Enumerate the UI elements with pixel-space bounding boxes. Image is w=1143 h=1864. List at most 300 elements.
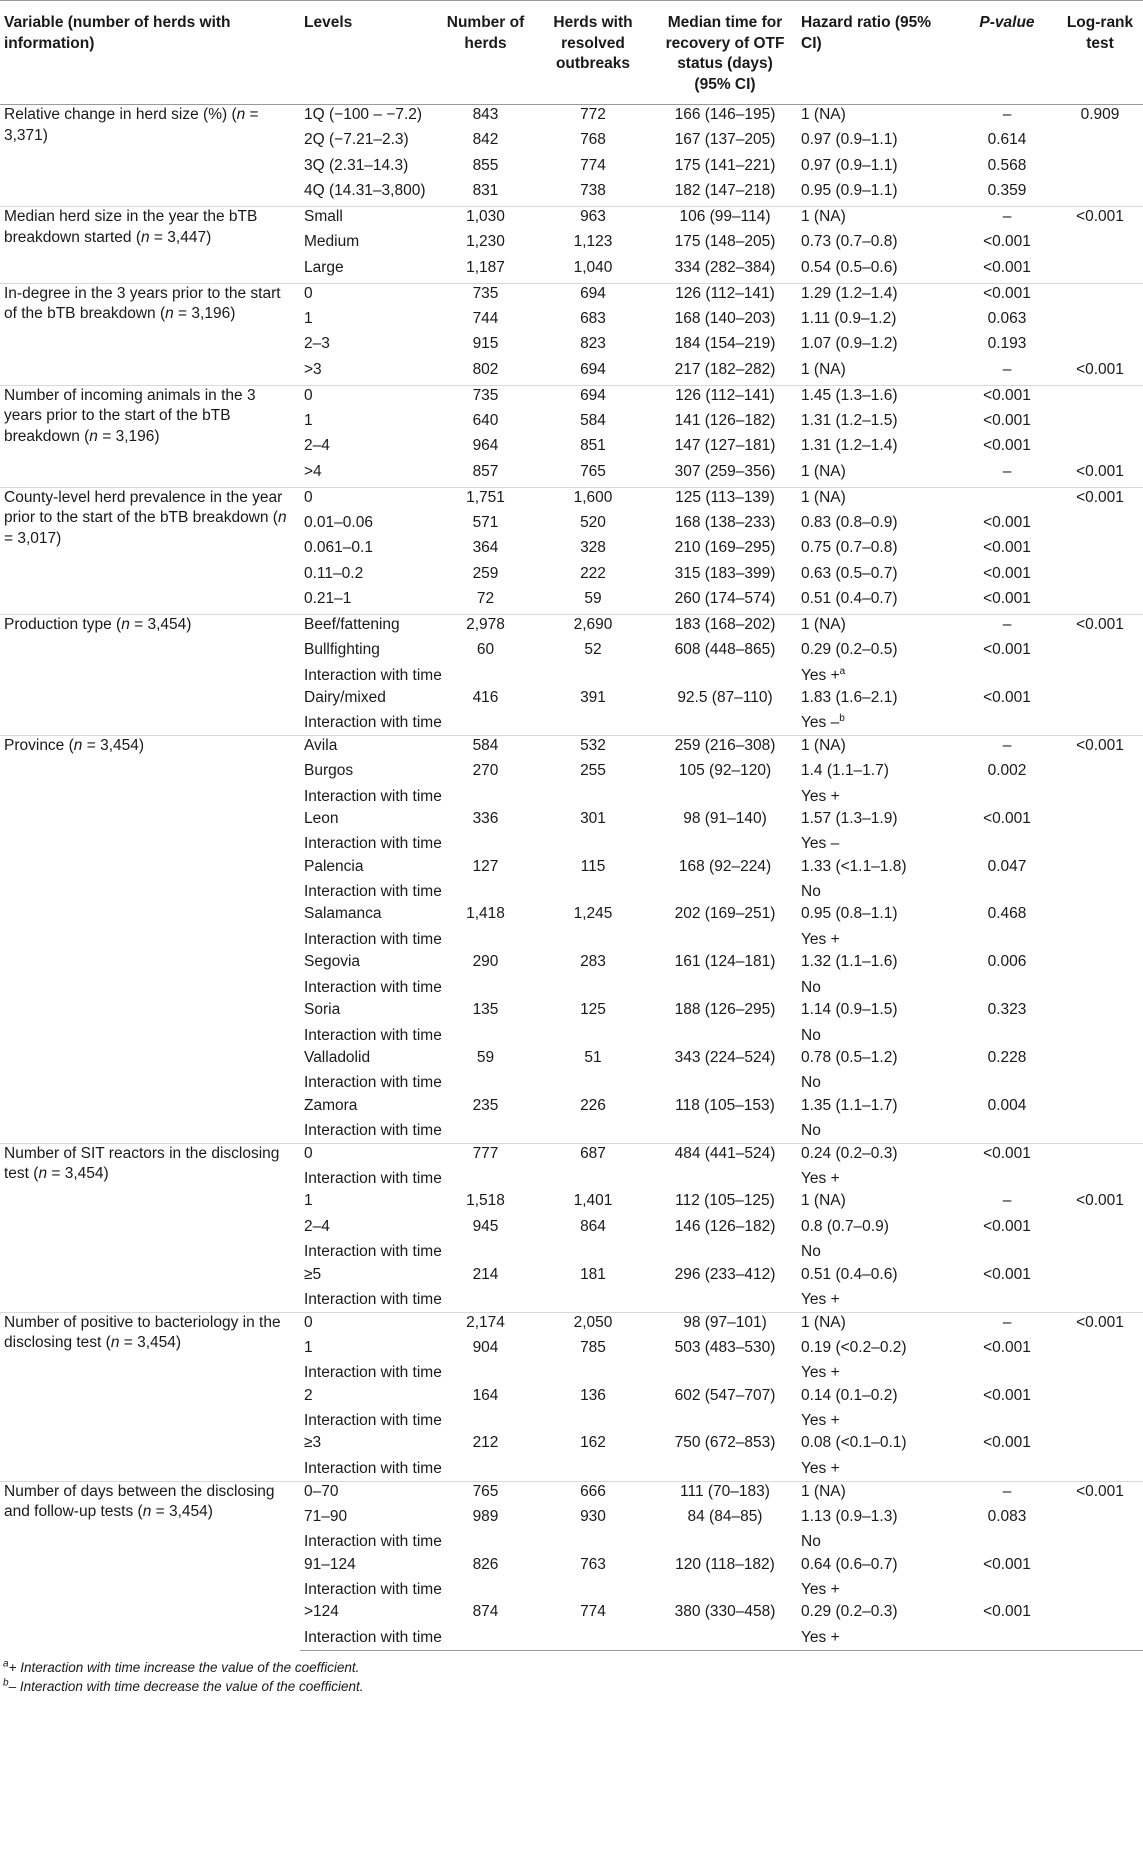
cell-log-rank: <0.001 <box>1057 615 1143 641</box>
cell-hazard-ratio: 1 (NA) <box>797 487 957 513</box>
cell-resolved-outbreaks: 683 <box>580 309 606 327</box>
cell-levels: Leon <box>304 809 339 827</box>
cell-number-of-herds: 640 <box>472 411 499 429</box>
cell-median-time: 484 (441–524) <box>653 1143 797 1169</box>
cell-hazard-ratio: 1 (NA) <box>797 207 957 233</box>
cell-hazard-ratio: 0.64 (0.6–0.7) <box>801 1555 898 1573</box>
cell-levels: 0 <box>300 1143 438 1169</box>
cell-levels: >3 <box>304 360 322 378</box>
cell-p-value: 0.228 <box>987 1048 1027 1066</box>
cell-number-of-herds: 1,187 <box>466 258 505 276</box>
cell-hazard-ratio: No <box>801 1026 821 1044</box>
cell-levels: Large <box>304 258 344 276</box>
cell-levels: Interaction with time <box>304 1581 442 1599</box>
cell-median-time <box>653 1628 797 1650</box>
cell-p-value: <0.001 <box>983 1265 1031 1283</box>
cell-levels: Interaction with time <box>304 1364 442 1382</box>
cell-median-time: 125 (113–139) <box>653 487 797 513</box>
cell-log-rank <box>1057 1026 1143 1048</box>
cell-hazard-ratio: Yes + <box>797 1628 957 1650</box>
table-body <box>0 105 1143 1651</box>
cell-p-value: <0.001 <box>983 233 1031 250</box>
cell-p-value: <0.001 <box>983 809 1031 827</box>
cell-hazard-ratio: No <box>801 1243 821 1261</box>
cell-resolved-outbreaks: 255 <box>580 762 606 780</box>
cell-hazard-ratio: 1.31 (1.2–1.5) <box>801 411 898 429</box>
cell-levels: 1 <box>304 309 313 327</box>
cell-hazard-ratio: 1 (NA) <box>797 1312 957 1338</box>
cell-number-of-herds <box>438 930 533 952</box>
cell-number-of-herds: 765 <box>438 1481 533 1507</box>
cell-median-time: 608 (448–865) <box>674 641 776 658</box>
cell-levels: 2–4 <box>304 437 330 454</box>
cell-resolved-outbreaks: 765 <box>580 462 606 480</box>
cell-hazard-ratio: 1 (NA) <box>801 1192 846 1210</box>
cell-variable: In-degree in the 3 years prior to the start of the bTB breakdown (n = 3,196) <box>0 283 300 385</box>
cell-hazard-ratio: Yes + <box>801 1459 840 1477</box>
cell-levels: Interaction with time <box>300 1628 438 1650</box>
cell-levels: Interaction with time <box>304 714 442 732</box>
cell-p-value: – <box>1002 360 1012 378</box>
cell-p-value: – <box>957 1481 1057 1507</box>
cell-log-rank <box>1057 564 1143 590</box>
cell-resolved-outbreaks: 851 <box>580 437 606 454</box>
cell-resolved-outbreaks: 283 <box>580 953 606 971</box>
cell-number-of-herds <box>438 882 533 904</box>
cell-resolved-outbreaks: 181 <box>580 1265 606 1283</box>
cell-p-value: <0.001 <box>983 641 1031 658</box>
cell-p-value: <0.001 <box>957 1143 1057 1169</box>
cell-resolved-outbreaks <box>533 1363 653 1385</box>
cell-hazard-ratio: 0.8 (0.7–0.9) <box>801 1217 889 1235</box>
cell-p-value: 0.004 <box>987 1096 1027 1114</box>
cell-median-time: 112 (105–125) <box>675 1192 775 1210</box>
cell-resolved-outbreaks <box>533 1026 653 1048</box>
cell-median-time <box>653 713 797 735</box>
cell-number-of-herds: 584 <box>438 736 533 762</box>
cell-resolved-outbreaks: 162 <box>580 1434 606 1452</box>
cell-median-time: 106 (99–114) <box>653 207 797 233</box>
cell-p-value <box>957 666 1057 688</box>
cell-hazard-ratio: 1.33 (<1.1–1.8) <box>801 857 907 875</box>
cell-number-of-herds: 59 <box>476 1048 495 1066</box>
cell-resolved-outbreaks: 59 <box>584 590 602 607</box>
cell-log-rank: <0.001 <box>1076 462 1124 480</box>
cell-log-rank <box>1057 385 1143 411</box>
cell-median-time <box>653 1459 797 1481</box>
cell-levels: >124 <box>304 1603 339 1621</box>
cell-p-value: <0.001 <box>957 385 1057 411</box>
cell-variable: Median herd size in the year the bTB breakdown started (n = 3,447) <box>0 207 300 284</box>
header-p-value: P-value <box>957 1 1057 105</box>
cell-median-time <box>653 787 797 809</box>
cell-log-rank <box>1057 640 1143 666</box>
cell-resolved-outbreaks: 823 <box>580 335 606 352</box>
cell-log-rank <box>1057 1628 1143 1650</box>
cell-resolved-outbreaks: 785 <box>580 1338 606 1356</box>
cell-levels: Bullfighting <box>304 641 380 658</box>
cell-number-of-herds: 212 <box>472 1434 499 1452</box>
cell-log-rank <box>1057 1073 1143 1095</box>
cell-resolved-outbreaks <box>533 713 653 735</box>
cell-median-time <box>653 834 797 856</box>
cell-hazard-ratio: Yes + <box>801 787 840 805</box>
cell-log-rank <box>1057 882 1143 904</box>
cell-log-rank <box>1057 666 1143 688</box>
cell-number-of-herds: 2,978 <box>438 615 533 641</box>
cell-levels: Interaction with time <box>304 1291 442 1309</box>
cell-median-time: 168 (140–203) <box>674 309 776 327</box>
cell-median-time <box>653 882 797 904</box>
cell-resolved-outbreaks: 694 <box>533 385 653 411</box>
cell-hazard-ratio: 1.32 (1.1–1.6) <box>801 953 898 971</box>
cell-levels: 2 <box>304 1386 313 1404</box>
header-log-rank: Log-rank test <box>1057 1 1143 105</box>
cell-p-value <box>957 787 1057 809</box>
cell-hazard-ratio: 0.97 (0.9–1.1) <box>801 131 898 148</box>
cell-log-rank <box>1057 181 1143 207</box>
cell-levels: Interaction with time <box>304 835 442 853</box>
header-levels: Levels <box>300 1 438 105</box>
cell-number-of-herds: 60 <box>476 641 495 658</box>
cell-log-rank: 0.909 <box>1080 106 1120 123</box>
cell-number-of-herds: 989 <box>472 1507 499 1525</box>
cell-median-time: 307 (259–356) <box>674 462 776 480</box>
cell-median-time: 259 (216–308) <box>653 736 797 762</box>
cell-levels: 2–4 <box>304 1217 330 1235</box>
cell-median-time <box>653 1363 797 1385</box>
table-row <box>0 207 1143 233</box>
cell-number-of-herds: 945 <box>472 1217 499 1235</box>
cell-log-rank <box>1057 156 1143 182</box>
cell-p-value: 0.359 <box>987 182 1027 199</box>
cell-log-rank <box>1057 1096 1143 1122</box>
cell-resolved-outbreaks: 763 <box>580 1555 606 1573</box>
table-row <box>0 487 1143 513</box>
cell-resolved-outbreaks <box>533 1290 653 1312</box>
cell-log-rank <box>1057 713 1143 735</box>
cell-p-value: <0.001 <box>983 1603 1031 1621</box>
cell-number-of-herds: 842 <box>472 131 499 148</box>
cell-resolved-outbreaks <box>533 1242 653 1264</box>
cell-resolved-outbreaks: 1,401 <box>573 1192 613 1210</box>
cell-resolved-outbreaks <box>533 787 653 809</box>
cell-hazard-ratio: 0.19 (<0.2–0.2) <box>801 1338 907 1356</box>
cell-p-value: <0.001 <box>983 513 1031 531</box>
cell-hazard-ratio: 1 (NA) <box>797 1481 957 1507</box>
cell-log-rank: <0.001 <box>1057 1312 1143 1338</box>
cell-hazard-ratio: 0.54 (0.5–0.6) <box>801 258 898 276</box>
cell-levels: 4Q (14.31–3,800) <box>304 182 426 199</box>
cell-hazard-ratio: No <box>801 1122 821 1140</box>
cell-p-value <box>957 487 1057 513</box>
cell-log-rank <box>1057 1386 1143 1412</box>
cell-log-rank <box>1057 761 1143 787</box>
cell-levels: Interaction with time <box>304 1459 442 1477</box>
cell-hazard-ratio: 0.51 (0.4–0.6) <box>801 1265 898 1283</box>
cell-p-value: <0.001 <box>983 1338 1031 1356</box>
cell-resolved-outbreaks: 301 <box>580 809 606 827</box>
table-row <box>0 283 1143 309</box>
cell-median-time <box>653 1242 797 1264</box>
cell-levels: 91–124 <box>304 1555 356 1573</box>
cell-hazard-ratio: 1 (NA) <box>801 462 846 480</box>
cell-hazard-ratio: 0.83 (0.8–0.9) <box>801 513 898 531</box>
cell-hazard-ratio: Yes – <box>801 835 840 853</box>
cell-hazard-ratio: 1.57 (1.3–1.9) <box>801 809 898 827</box>
cell-resolved-outbreaks: 963 <box>533 207 653 233</box>
cell-resolved-outbreaks: 864 <box>580 1217 606 1235</box>
cell-median-time: 315 (183–399) <box>674 564 776 582</box>
cell-resolved-outbreaks: 328 <box>580 539 606 556</box>
cell-log-rank <box>1057 1121 1143 1143</box>
cell-levels: >4 <box>304 462 322 480</box>
cell-levels: Valladolid <box>304 1048 371 1066</box>
cell-number-of-herds: 416 <box>472 688 499 706</box>
cell-resolved-outbreaks: 115 <box>580 857 606 875</box>
cell-number-of-herds: 843 <box>472 106 499 123</box>
cell-levels: 1Q (−100 – −7.2) <box>304 106 423 123</box>
cell-resolved-outbreaks: 666 <box>533 1481 653 1507</box>
cell-hazard-ratio: 0.29 (0.2–0.5) <box>801 641 898 658</box>
cell-levels: 2–3 <box>304 335 330 352</box>
cell-number-of-herds <box>438 1532 533 1554</box>
cell-number-of-herds: 777 <box>438 1143 533 1169</box>
cell-levels: 0.21–1 <box>304 590 352 607</box>
cell-median-time: 188 (126–295) <box>674 1001 776 1019</box>
cell-median-time: 334 (282–384) <box>674 258 776 276</box>
cell-resolved-outbreaks: 584 <box>580 411 606 429</box>
cell-levels: ≥5 <box>304 1265 322 1283</box>
cell-levels: Interaction with time <box>304 883 442 901</box>
cell-p-value <box>957 1026 1057 1048</box>
cell-median-time: 175 (148–205) <box>674 233 776 250</box>
table-row <box>0 105 1143 131</box>
cell-number-of-herds: 164 <box>472 1386 499 1404</box>
cell-levels: Salamanca <box>304 905 382 923</box>
cell-number-of-herds: 1,518 <box>466 1192 505 1210</box>
cell-p-value: – <box>957 1312 1057 1338</box>
cell-p-value: – <box>957 615 1057 641</box>
cell-p-value: 0.193 <box>987 335 1027 352</box>
cell-levels: 71–90 <box>304 1507 348 1525</box>
cell-p-value <box>957 930 1057 952</box>
table-row <box>0 615 1143 641</box>
cell-levels: 2Q (−7.21–2.3) <box>304 131 409 148</box>
cell-log-rank <box>1057 1602 1143 1628</box>
cell-median-time: 166 (146–195) <box>674 106 776 123</box>
cell-levels: Interaction with time <box>304 1533 442 1551</box>
cell-median-time: 503 (483–530) <box>674 1338 776 1356</box>
cell-log-rank: <0.001 <box>1057 487 1143 513</box>
cell-log-rank <box>1057 1000 1143 1026</box>
cell-hazard-ratio: 0.75 (0.7–0.8) <box>801 539 898 556</box>
cell-p-value <box>957 882 1057 904</box>
cell-hazard-ratio: 1.83 (1.6–2.1) <box>801 688 898 706</box>
cell-p-value <box>957 1169 1057 1191</box>
cell-levels: 0.061–0.1 <box>304 539 373 556</box>
cell-resolved-outbreaks: 391 <box>580 688 606 706</box>
cell-p-value: 0.063 <box>987 309 1027 327</box>
cell-log-rank <box>1057 787 1143 809</box>
cell-p-value: 0.568 <box>987 156 1027 174</box>
cell-number-of-herds: 855 <box>472 156 499 174</box>
cell-log-rank <box>1057 232 1143 258</box>
cell-p-value <box>957 1532 1057 1554</box>
cell-levels: Interaction with time <box>304 1074 442 1092</box>
cell-log-rank <box>1057 1555 1143 1581</box>
header-median-time: Median time for recovery of OTF status (days) (95% CI) <box>653 1 797 105</box>
cell-median-time: 183 (168–202) <box>653 615 797 641</box>
cell-log-rank <box>1057 1433 1143 1459</box>
cell-p-value: <0.001 <box>957 283 1057 309</box>
cell-p-value: 0.006 <box>987 953 1027 971</box>
cell-number-of-herds <box>438 1459 533 1481</box>
cell-hazard-ratio: 1.29 (1.2–1.4) <box>797 283 957 309</box>
cell-log-rank: <0.001 <box>1057 736 1143 762</box>
cell-hazard-ratio: No <box>801 1533 821 1551</box>
cell-median-time: 210 (169–295) <box>674 539 776 556</box>
cell-resolved-outbreaks: 1,040 <box>573 258 613 276</box>
cell-levels: 1 <box>304 411 313 429</box>
cell-levels: Small <box>300 207 438 233</box>
cell-hazard-ratio: Yes + <box>801 1581 840 1599</box>
cell-p-value <box>957 1363 1057 1385</box>
cell-number-of-herds: 831 <box>472 182 499 199</box>
cell-levels: 3Q (2.31–14.3) <box>304 156 409 174</box>
cell-levels: 1 <box>304 1192 313 1210</box>
cell-p-value: <0.001 <box>983 258 1031 276</box>
cell-log-rank <box>1057 834 1143 856</box>
cell-resolved-outbreaks: 226 <box>580 1096 606 1114</box>
cell-number-of-herds: 364 <box>472 539 499 556</box>
cell-p-value: 0.002 <box>987 762 1027 780</box>
header-number-of-herds: Number of herds <box>438 1 533 105</box>
cell-median-time: 184 (154–219) <box>674 335 776 352</box>
cell-median-time: 111 (70–183) <box>653 1481 797 1507</box>
cell-levels: 0–70 <box>300 1481 438 1507</box>
cell-number-of-herds: 2,174 <box>438 1312 533 1338</box>
cell-levels: Soria <box>304 1001 341 1019</box>
cell-levels: 1 <box>304 1338 313 1356</box>
cell-p-value <box>957 1580 1057 1602</box>
cell-log-rank <box>1057 1143 1143 1169</box>
cell-levels: Interaction with time <box>304 1243 442 1261</box>
cell-variable: Production type (n = 3,454) <box>0 615 300 736</box>
cell-hazard-ratio: 1.31 (1.2–1.4) <box>801 437 898 454</box>
cell-number-of-herds: 336 <box>472 809 499 827</box>
cell-log-rank <box>1057 1048 1143 1074</box>
cell-log-rank <box>1057 1290 1143 1312</box>
cell-median-time <box>653 1073 797 1095</box>
cell-median-time: 98 (91–140) <box>683 809 767 827</box>
cell-number-of-herds <box>438 834 533 856</box>
cell-resolved-outbreaks: 694 <box>533 283 653 309</box>
cell-levels: 0 <box>300 487 438 513</box>
cell-p-value: <0.001 <box>983 1217 1031 1235</box>
cell-resolved-outbreaks <box>533 834 653 856</box>
cell-levels: Segovia <box>304 953 361 971</box>
cell-levels: Medium <box>304 233 360 250</box>
cell-number-of-herds: 214 <box>472 1265 499 1283</box>
cell-median-time: 168 (138–233) <box>674 513 776 531</box>
cell-hazard-ratio: 0.08 (<0.1–0.1) <box>801 1434 907 1452</box>
cell-number-of-herds: 826 <box>472 1555 499 1573</box>
cell-levels: Burgos <box>304 762 354 780</box>
cell-log-rank <box>1057 283 1143 309</box>
cell-number-of-herds <box>438 787 533 809</box>
cell-p-value: – <box>957 736 1057 762</box>
cell-levels: Zamora <box>304 1096 358 1114</box>
cell-resolved-outbreaks: 222 <box>580 564 606 582</box>
cell-resolved-outbreaks: 52 <box>584 641 602 658</box>
cell-resolved-outbreaks <box>533 666 653 688</box>
cell-p-value: <0.001 <box>983 1386 1031 1404</box>
cell-number-of-herds: 1,418 <box>466 905 505 923</box>
cell-p-value <box>957 1290 1057 1312</box>
cell-number-of-herds: 259 <box>472 564 499 582</box>
cell-log-rank <box>1057 258 1143 284</box>
cell-p-value <box>957 1411 1057 1433</box>
cell-number-of-herds: 904 <box>472 1338 499 1356</box>
cell-p-value <box>957 834 1057 856</box>
cell-p-value: <0.001 <box>983 411 1031 429</box>
cell-number-of-herds <box>438 1580 533 1602</box>
cell-levels: 0.01–0.06 <box>304 513 373 531</box>
cell-log-rank <box>1057 857 1143 883</box>
cell-median-time: 168 (92–224) <box>678 857 772 875</box>
cell-hazard-ratio: 1.35 (1.1–1.7) <box>801 1096 898 1114</box>
cell-levels: 0 <box>300 283 438 309</box>
cell-p-value <box>957 1628 1057 1650</box>
cell-median-time: 602 (547–707) <box>674 1386 776 1404</box>
cell-levels: Avila <box>300 736 438 762</box>
cell-log-rank <box>1057 1363 1143 1385</box>
cell-resolved-outbreaks: 687 <box>533 1143 653 1169</box>
cell-log-rank <box>1057 436 1143 462</box>
cell-log-rank <box>1057 1459 1143 1481</box>
cell-log-rank: <0.001 <box>1057 207 1143 233</box>
cell-p-value: – <box>1002 462 1012 480</box>
cell-resolved-outbreaks <box>533 930 653 952</box>
cell-median-time: 105 (92–120) <box>678 762 772 780</box>
cell-resolved-outbreaks: 1,245 <box>573 905 613 923</box>
cell-hazard-ratio: Yes + <box>801 930 840 948</box>
cell-number-of-herds: 874 <box>472 1603 499 1621</box>
cell-median-time: 175 (141–221) <box>674 156 776 174</box>
cell-number-of-herds: 735 <box>438 283 533 309</box>
cell-median-time: 380 (330–458) <box>674 1603 776 1621</box>
cell-hazard-ratio: 1.07 (0.9–1.2) <box>801 335 898 352</box>
cell-median-time <box>653 1121 797 1143</box>
cell-median-time: 84 (84–85) <box>687 1507 763 1525</box>
cell-resolved-outbreaks <box>533 1628 653 1650</box>
cell-variable: Number of SIT reactors in the disclosing test (n = 3,454) <box>0 1143 300 1312</box>
cell-log-rank <box>1057 309 1143 335</box>
cell-levels: Interaction with time <box>304 666 442 684</box>
cell-hazard-ratio: No <box>801 978 821 996</box>
cell-hazard-ratio: 0.73 (0.7–0.8) <box>801 233 898 250</box>
cell-median-time <box>653 930 797 952</box>
cell-levels: Beef/fattening <box>300 615 438 641</box>
cell-hazard-ratio: 1.14 (0.9–1.5) <box>801 1001 898 1019</box>
cell-log-rank <box>1057 1242 1143 1264</box>
cell-resolved-outbreaks: 772 <box>580 106 606 123</box>
cell-hazard-ratio: 1 (NA) <box>797 615 957 641</box>
cell-resolved-outbreaks: 930 <box>580 1507 606 1525</box>
cell-hazard-ratio: 1 (NA) <box>801 106 846 123</box>
cell-log-rank <box>1057 130 1143 156</box>
